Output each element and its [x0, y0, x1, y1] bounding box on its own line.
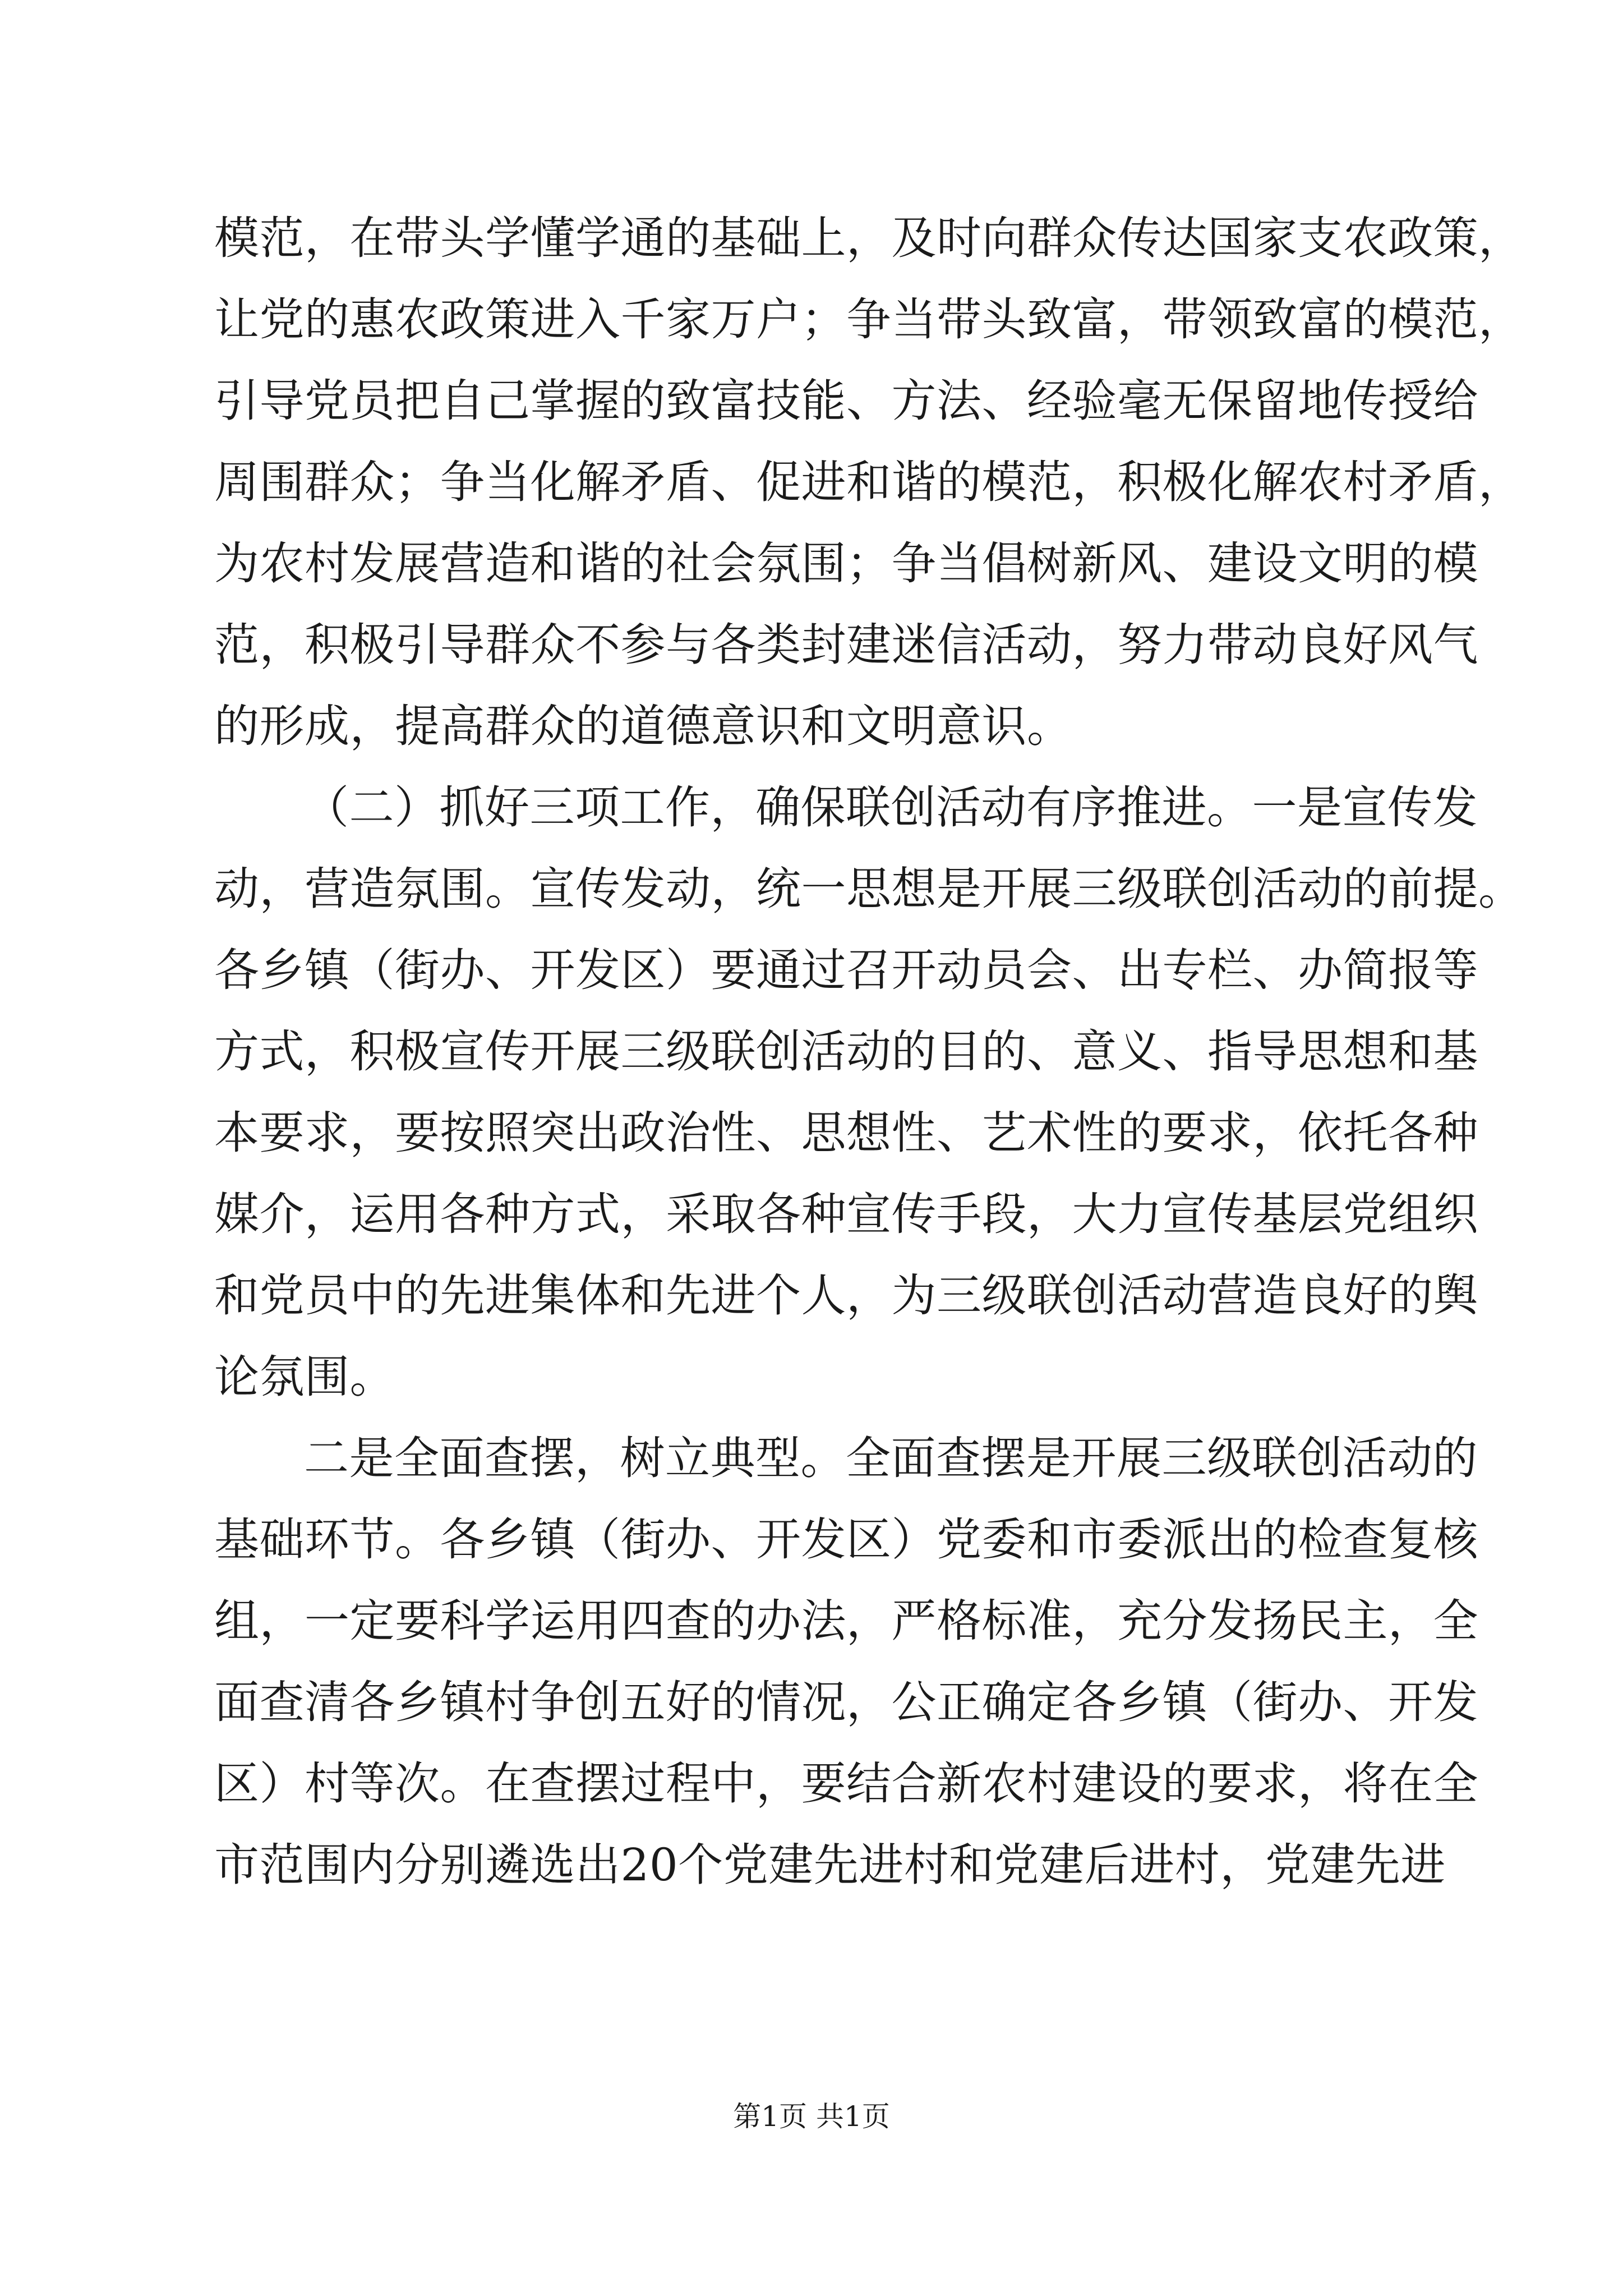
- text-line: 和党员中的先进集体和先进个人，为三级联创活动营造良好的舆: [214, 1269, 1478, 1322]
- text-line: 市范围内分别遴选出20个党建先进村和党建后进村，党建先进: [214, 1839, 1446, 1891]
- text-line: 本要求，要按照突出政治性、思想性、艺术性的要求，依托各种: [214, 1107, 1478, 1159]
- text-line: 媒介，运用各种方式，采取各种宣传手段，大力宣传基层党组织: [214, 1188, 1478, 1240]
- text-line: 动，营造氛围。宣传发动，统一思想是开展三级联创活动的前提。: [214, 863, 1524, 915]
- page-number-label: 第1页 共1页: [733, 2100, 890, 2133]
- text-line: 论氛围。: [214, 1351, 395, 1403]
- text-line: 二是全面查摆，树立典型。全面查摆是开展三级联创活动的: [304, 1432, 1478, 1484]
- text-line: 基础环节。各乡镇（街办、开发区）党委和市委派出的检查复核: [214, 1513, 1478, 1566]
- text-line: 让党的惠农政策进入千家万户；争当带头致富，带领致富的模范，: [214, 293, 1524, 346]
- text-line: 引导党员把自己掌握的致富技能、方法、经验毫无保留地传授给: [214, 375, 1478, 427]
- page-footer: [0, 2097, 1623, 2136]
- text-line: 区）村等次。在查摆过程中，要结合新农村建设的要求，将在全: [214, 1757, 1478, 1810]
- text-line: 方式，积极宣传开展三级联创活动的目的、意义、指导思想和基: [214, 1025, 1478, 1078]
- text-line: （二）抓好三项工作，确保联创活动有序推进。一是宣传发: [304, 781, 1478, 834]
- text-line: 组，一定要科学运用四查的办法，严格标准，充分发扬民主，全: [214, 1595, 1478, 1647]
- text-line: 各乡镇（街办、开发区）要通过召开动员会、出专栏、办简报等: [214, 944, 1478, 996]
- text-line: 模范，在带头学懂学通的基础上，及时向群众传达国家支农政策，: [214, 212, 1524, 264]
- text-line: 为农村发展营造和谐的社会氛围；争当倡树新风、建设文明的模: [214, 537, 1478, 590]
- text-line: 周围群众；争当化解矛盾、促进和谐的模范，积极化解农村矛盾，: [214, 456, 1524, 508]
- text-line: 面查清各乡镇村争创五好的情况，公正确定各乡镇（街办、开发: [214, 1676, 1478, 1728]
- document-body: [214, 197, 1524, 1906]
- text-line: 范，积极引导群众不参与各类封建迷信活动，努力带动良好风气: [214, 619, 1478, 671]
- text-line: 的形成，提高群众的道德意识和文明意识。: [214, 700, 1072, 752]
